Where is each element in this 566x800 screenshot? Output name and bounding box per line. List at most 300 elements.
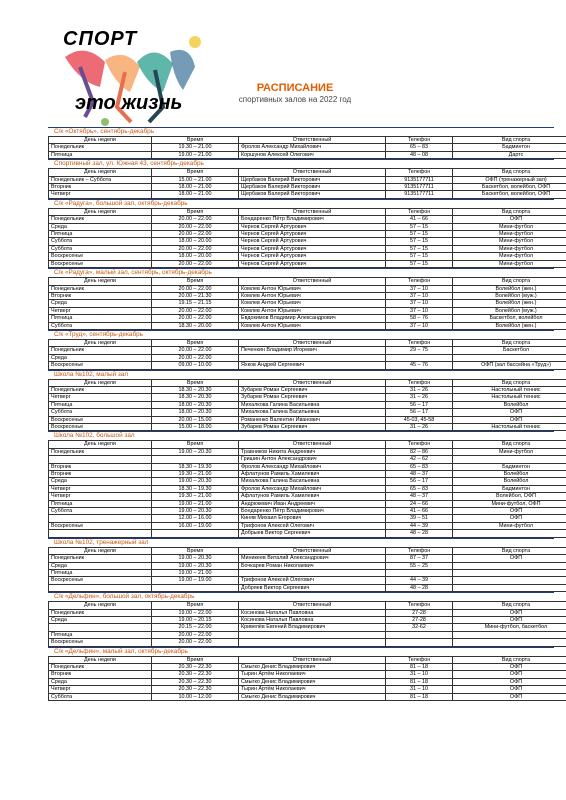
header-row <box>49 208 566 215</box>
cell-sport <box>453 569 566 576</box>
cell-day: Воскресенье <box>49 577 152 584</box>
table-row <box>49 522 566 529</box>
cell-sport: Дартс <box>453 151 566 158</box>
column-header-sport: Вид спорта <box>453 169 566 176</box>
cell-day: Пятница <box>49 401 152 408</box>
cell-time: 15.00 – 21.00 <box>152 176 239 183</box>
cell-time: 20.15 – 22.00 <box>152 624 239 631</box>
cell-responsible: Афлатунов Рамиль Хамилевич <box>239 493 386 500</box>
cell-responsible: Михалкова Галина Васильевна <box>239 401 386 408</box>
column-header-time: Время <box>152 208 239 215</box>
cell-phone <box>386 354 453 361</box>
cell-phone: 56 – 17 <box>386 401 453 408</box>
cell-phone: 41 – 66 <box>386 216 453 223</box>
cell-day: Воскресенье <box>49 362 152 369</box>
cell-phone: 41 – 66 <box>386 508 453 515</box>
cell-responsible: Миникеев Виталий Александрович <box>239 555 386 562</box>
cell-time: 19.00 – 20.30 <box>152 555 239 562</box>
cell-responsible: Тырин Артём Николаевич <box>239 671 386 678</box>
cell-phone: 48 – 08 <box>386 151 453 158</box>
cell-sport: Баскетбол, волейбол <box>453 315 566 322</box>
section-title: Школа №102, большой зал <box>54 432 135 440</box>
cell-sport <box>453 456 566 463</box>
cell-sport: Мини-футбол <box>453 223 566 230</box>
schedule <box>48 127 554 701</box>
cell-time: 18.00 – 20.00 <box>152 253 239 260</box>
schedule-section <box>48 199 554 268</box>
cell-sport: Волейбол <box>453 478 566 485</box>
cell-responsible <box>239 354 386 361</box>
table-row <box>49 663 566 670</box>
column-header-responsible: Ответственный <box>239 208 386 215</box>
cell-responsible <box>239 569 386 576</box>
column-header-phone: Телефон <box>386 208 453 215</box>
cell-phone: 44 – 39 <box>386 522 453 529</box>
section-title: Спортивный зал, ул. Южная 43, сентябрь-декабрь <box>54 160 204 168</box>
cell-time: 19.30 – 21.00 <box>152 493 239 500</box>
cell-time: 20.00 – 22.00 <box>152 315 239 322</box>
cell-day: Воскресенье <box>49 253 152 260</box>
cell-responsible: Михалкова Галина Васильевна <box>239 478 386 485</box>
table-row <box>49 693 566 700</box>
column-header-phone: Телефон <box>386 441 453 448</box>
column-header-responsible: Ответственный <box>239 656 386 663</box>
cell-time: 20.00 – 22.00 <box>152 223 239 230</box>
header-row <box>49 656 566 663</box>
cell-phone: 81 – 18 <box>386 693 453 700</box>
table-row <box>49 463 566 470</box>
cell-time: 19.15 – 21.15 <box>152 300 239 307</box>
cell-responsible: Чернов Сергей Артурович <box>239 223 386 230</box>
cell-time: 20.00 – 22.00 <box>152 245 239 252</box>
cell-responsible: Смыгко Денис Владимирович <box>239 678 386 685</box>
cell-day: Воскресенье <box>49 424 152 431</box>
cell-phone: 57 – 15 <box>386 253 453 260</box>
cell-phone: 37 – 10 <box>386 300 453 307</box>
page-title: РАСПИСАНИЕ <box>256 82 334 94</box>
cell-day: Четверг <box>49 686 152 693</box>
cell-sport: Баскетбол <box>453 347 566 354</box>
column-header-time: Время <box>152 441 239 448</box>
schedule-section <box>48 538 554 592</box>
column-header-phone: Телефон <box>386 602 453 609</box>
cell-day: Суббота <box>49 693 152 700</box>
cell-responsible: Комлев Антон Юрьевич <box>239 322 386 329</box>
column-header-phone: Телефон <box>386 656 453 663</box>
cell-phone: 57 – 15 <box>386 231 453 238</box>
section-title: Школа №102, малый зал <box>54 370 129 378</box>
cell-responsible: Зубарев Роман Сергеевич <box>239 394 386 401</box>
cell-time: 20.00 – 22.00 <box>152 307 239 314</box>
cell-phone <box>386 569 453 576</box>
cell-phone: 37 – 10 <box>386 322 453 329</box>
cell-sport: ОФП <box>453 555 566 562</box>
cell-day: Вторник <box>49 671 152 678</box>
cell-responsible: Зубарев Роман Сергеевич <box>239 386 386 393</box>
cell-responsible: Яхков Андрей Сергеевич <box>239 362 386 369</box>
cell-sport: Мини-футбол <box>453 260 566 267</box>
cell-phone: 44 – 39 <box>386 577 453 584</box>
cell-time: 15.00 – 18.00 <box>152 424 239 431</box>
cell-day: Понедельник <box>49 285 152 292</box>
cell-sport: ОФП <box>453 609 566 616</box>
schedule-table <box>48 656 566 701</box>
cell-responsible: Щербаков Валерий Викторович <box>239 191 386 198</box>
cell-sport: Мини-футбол <box>453 245 566 252</box>
cell-responsible: Гришин Антон Александрович <box>239 456 386 463</box>
cell-phone: 48 – 28 <box>386 530 453 537</box>
page-header <box>210 82 380 104</box>
column-header-responsible: Ответственный <box>239 137 386 144</box>
schedule-table <box>48 440 566 537</box>
table-row <box>49 176 566 183</box>
table-row <box>49 184 566 191</box>
cell-sport: Бадминтон <box>453 144 566 151</box>
cell-responsible: Фролов Александр Михайлович <box>239 485 386 492</box>
table-row <box>49 471 566 478</box>
column-header-time: Время <box>152 169 239 176</box>
cell-sport <box>453 631 566 638</box>
cell-responsible: Афлатунов Рамиль Хамилевич <box>239 471 386 478</box>
cell-responsible: Косинова Наталья Павловна <box>239 616 386 623</box>
column-header-day: День недели <box>49 278 152 285</box>
cell-sport: Волейбол <box>453 401 566 408</box>
cell-sport: ОФП <box>453 616 566 623</box>
column-header-sport: Вид спорта <box>453 379 566 386</box>
cell-time: 20.00 – 22.00 <box>152 639 239 646</box>
cell-responsible: Травников Никита Андреевич <box>239 448 386 455</box>
schedule-table <box>48 168 566 199</box>
cell-time: 19.00 – 21.00 <box>152 569 239 576</box>
cell-responsible <box>239 631 386 638</box>
column-header-responsible: Ответственный <box>239 441 386 448</box>
cell-phone: 9135177711 <box>386 176 453 183</box>
table-row <box>49 223 566 230</box>
cell-time: 19.00 – 22.00 <box>152 609 239 616</box>
cell-phone: 82 – 86 <box>386 448 453 455</box>
table-row <box>49 362 566 369</box>
table-row <box>49 530 566 537</box>
section-title: Школа №102, тренажерный зал <box>54 538 149 546</box>
cell-responsible: Комлев Антон Юрьевич <box>239 307 386 314</box>
table-row <box>49 485 566 492</box>
cell-day: Пятница <box>49 231 152 238</box>
header-row <box>49 169 566 176</box>
cell-day: Пятница <box>49 151 152 158</box>
cell-time: 19.30 – 21.00 <box>152 471 239 478</box>
table-row <box>49 260 566 267</box>
cell-day: Среда <box>49 223 152 230</box>
cell-day <box>49 624 152 631</box>
cell-phone: 31 – 26 <box>386 386 453 393</box>
cell-responsible: Трифонов Алексей Олегович <box>239 577 386 584</box>
column-header-responsible: Ответственный <box>239 379 386 386</box>
cell-phone: 57 – 15 <box>386 245 453 252</box>
cell-sport: ОФП <box>453 671 566 678</box>
cell-sport: Волейбол, ОФП <box>453 493 566 500</box>
cell-phone: 57 – 15 <box>386 260 453 267</box>
cell-time: 12.00 – 16.00 <box>152 515 239 522</box>
cell-sport: ОФП <box>453 663 566 670</box>
cell-phone: 24 – 66 <box>386 500 453 507</box>
table-row <box>49 569 566 576</box>
cell-phone: 27-28 <box>386 609 453 616</box>
column-header-day: День недели <box>49 441 152 448</box>
cell-day <box>49 584 152 591</box>
cell-time: 20.00 – 22.00 <box>152 285 239 292</box>
cell-day <box>49 530 152 537</box>
table-row <box>49 577 566 584</box>
cell-phone: 65 – 83 <box>386 463 453 470</box>
cell-responsible: Евдокимов Владимир Александрович <box>239 315 386 322</box>
header-row <box>49 602 566 609</box>
cell-sport: Баскетбол, волейбол, ОФП <box>453 191 566 198</box>
cell-responsible: Комлев Антон Юрьевич <box>239 285 386 292</box>
cell-time: 20.00 – 22.00 <box>152 231 239 238</box>
header-row <box>49 547 566 554</box>
schedule-section <box>48 330 554 370</box>
cell-phone: 65 – 83 <box>386 485 453 492</box>
table-row <box>49 300 566 307</box>
cell-day: Вторник <box>49 463 152 470</box>
table-row <box>49 616 566 623</box>
table-row <box>49 354 566 361</box>
column-header-phone: Телефон <box>386 379 453 386</box>
column-header-responsible: Ответственный <box>239 602 386 609</box>
cell-sport: Волейбол (жен.) <box>453 322 566 329</box>
schedule-table <box>48 136 566 159</box>
cell-phone: 56 – 17 <box>386 409 453 416</box>
cell-responsible: Михалкова Галина Васильевна <box>239 409 386 416</box>
column-header-time: Время <box>152 339 239 346</box>
cell-day: Пятница <box>49 569 152 576</box>
cell-phone: 42 – 62 <box>386 456 453 463</box>
table-row <box>49 386 566 393</box>
table-row <box>49 508 566 515</box>
table-row <box>49 671 566 678</box>
column-header-sport: Вид спорта <box>453 278 566 285</box>
cell-time: 18.30 – 19.30 <box>152 485 239 492</box>
column-header-sport: Вид спорта <box>453 137 566 144</box>
schedule-section <box>48 127 554 159</box>
cell-time: 18.30 – 20.30 <box>152 386 239 393</box>
cell-responsible: Косинова Наталья Павловна <box>239 609 386 616</box>
cell-time: 19.00 – 20.15 <box>152 616 239 623</box>
cell-time: 18.30 – 20.30 <box>152 394 239 401</box>
cell-sport <box>453 562 566 569</box>
cell-time: 20.00 – 22.00 <box>152 260 239 267</box>
cell-day: Суббота <box>49 322 152 329</box>
header-row <box>49 339 566 346</box>
cell-sport: ОФП <box>453 678 566 685</box>
column-header-day: День недели <box>49 137 152 144</box>
cell-phone: 31 – 10 <box>386 671 453 678</box>
cell-phone: 31 – 26 <box>386 424 453 431</box>
cell-time: 16.00 – 19.00 <box>152 522 239 529</box>
cell-day: Среда <box>49 478 152 485</box>
cell-day: Среда <box>49 562 152 569</box>
cell-time: 18.00 – 20.00 <box>152 238 239 245</box>
cell-sport: Мини-футбол, ОФП <box>453 500 566 507</box>
cell-time: 20.00 – 21.30 <box>152 292 239 299</box>
cell-time: 20.30 – 22.30 <box>152 686 239 693</box>
cell-time: 18.30 – 19.30 <box>152 463 239 470</box>
table-row <box>49 245 566 252</box>
header-row <box>49 441 566 448</box>
cell-responsible: Фролов Александр Михайлович <box>239 463 386 470</box>
schedule-table <box>48 339 566 370</box>
section-title: С/к «Труд», сентябрь-декабрь <box>54 330 144 338</box>
cell-phone: 45 – 76 <box>386 362 453 369</box>
cell-responsible: Щербаков Валерий Викторович <box>239 184 386 191</box>
cell-phone: 48 – 28 <box>386 584 453 591</box>
cell-time: 20.30 – 22.30 <box>152 671 239 678</box>
table-row <box>49 562 566 569</box>
cell-day: Понедельник <box>49 663 152 670</box>
cell-sport: ОФП <box>453 515 566 522</box>
cell-phone: 39 – 51 <box>386 515 453 522</box>
header-row <box>49 278 566 285</box>
table-row <box>49 478 566 485</box>
cell-responsible: Комлев Антон Юрьевич <box>239 292 386 299</box>
cell-sport: Волейбол (жен.) <box>453 300 566 307</box>
cell-time: 18.00 – 21.00 <box>152 184 239 191</box>
column-header-day: День недели <box>49 379 152 386</box>
cell-sport: Настольный теннис <box>453 394 566 401</box>
section-title: С/к «Радуга», малый зал, сентябрь, октябрь-декабрь <box>54 269 212 277</box>
table-row <box>49 424 566 431</box>
cell-sport: ОФП (тренажерный зал) <box>453 176 566 183</box>
table-row <box>49 456 566 463</box>
cell-responsible: Романенко Валентин Иванович <box>239 416 386 423</box>
table-row <box>49 151 566 158</box>
cell-sport: Волейбол (муж.) <box>453 307 566 314</box>
table-row <box>49 216 566 223</box>
cell-day: Суббота <box>49 245 152 252</box>
column-header-day: День недели <box>49 602 152 609</box>
column-header-day: День недели <box>49 547 152 554</box>
sport-logo <box>45 22 205 132</box>
cell-phone: 9135177711 <box>386 184 453 191</box>
schedule-section <box>48 370 554 432</box>
column-header-time: Время <box>152 379 239 386</box>
cell-time: 19.00 – 21.00 <box>152 151 239 158</box>
cell-time: 20.30 – 22.30 <box>152 663 239 670</box>
column-header-phone: Телефон <box>386 339 453 346</box>
cell-day: Воскресенье <box>49 639 152 646</box>
cell-phone <box>386 639 453 646</box>
cell-phone: 87 – 37 <box>386 555 453 562</box>
table-row <box>49 500 566 507</box>
column-header-time: Время <box>152 137 239 144</box>
schedule-table <box>48 208 566 268</box>
cell-day: Воскресенье <box>49 416 152 423</box>
cell-sport: Бадминтон <box>453 463 566 470</box>
cell-sport: Бадминтон <box>453 485 566 492</box>
cell-sport: Настольный теннис <box>453 386 566 393</box>
table-row <box>49 678 566 685</box>
cell-responsible: Чернов Сергей Артурович <box>239 245 386 252</box>
table-row <box>49 493 566 500</box>
cell-sport: ОФП <box>453 416 566 423</box>
cell-responsible: Кривелёв Евгений Владимирович <box>239 624 386 631</box>
cell-day: Вторник <box>49 184 152 191</box>
cell-responsible: Коршунов Алексей Олегович <box>239 151 386 158</box>
cell-time: 09.00 – 10.00 <box>152 362 239 369</box>
table-row <box>49 515 566 522</box>
cell-phone: 29 – 75 <box>386 347 453 354</box>
schedule-section <box>48 431 554 537</box>
cell-time: 20.00 – 22.00 <box>152 354 239 361</box>
cell-day: Воскресенье <box>49 522 152 529</box>
cell-responsible: Киняв Михаил Егорович <box>239 515 386 522</box>
table-row <box>49 394 566 401</box>
cell-time: 18.30 – 20.00 <box>152 322 239 329</box>
column-header-sport: Вид спорта <box>453 208 566 215</box>
cell-sport: Баскетбол, волейбол, ОФП <box>453 184 566 191</box>
cell-responsible: Смыгко Денис Владимирович <box>239 663 386 670</box>
cell-sport <box>453 639 566 646</box>
table-row <box>49 315 566 322</box>
column-header-responsible: Ответственный <box>239 339 386 346</box>
cell-time: 20.00 – 22.00 <box>152 631 239 638</box>
cell-day <box>49 515 152 522</box>
table-row <box>49 401 566 408</box>
cell-day: Понедельник <box>49 609 152 616</box>
column-header-sport: Вид спорта <box>453 441 566 448</box>
cell-time: 19.00 – 20.30 <box>152 448 239 455</box>
cell-responsible: Чернов Сергей Артурович <box>239 231 386 238</box>
cell-responsible: Зубарев Роман Сергеевич <box>239 424 386 431</box>
section-title: С/к «Дельфин», большой зал, октябрь-декабрь <box>54 593 195 601</box>
column-header-responsible: Ответственный <box>239 278 386 285</box>
cell-responsible: Чернов Сергей Артурович <box>239 260 386 267</box>
column-header-phone: Телефон <box>386 169 453 176</box>
column-header-day: День недели <box>49 208 152 215</box>
header-row <box>49 379 566 386</box>
cell-day: Среда <box>49 300 152 307</box>
table-row <box>49 584 566 591</box>
cell-day: Среда <box>49 616 152 623</box>
cell-day: Понедельник <box>49 144 152 151</box>
cell-day: Понедельник <box>49 347 152 354</box>
column-header-time: Время <box>152 656 239 663</box>
cell-sport: ОФП <box>453 216 566 223</box>
cell-time: 19.30 – 21.00 <box>152 144 239 151</box>
cell-phone: 81 – 18 <box>386 678 453 685</box>
cell-sport <box>453 530 566 537</box>
table-row <box>49 416 566 423</box>
cell-time: 20.00 – 22.00 <box>152 347 239 354</box>
column-header-day: День недели <box>49 339 152 346</box>
section-title: С/к «Октябрь», сентябрь-декабрь <box>54 128 155 135</box>
cell-phone <box>386 631 453 638</box>
cell-responsible: Бондаренко Пётр Владимирович <box>239 508 386 515</box>
cell-time: 18.00 – 20.30 <box>152 401 239 408</box>
cell-day: Среда <box>49 678 152 685</box>
cell-time: 18.00 – 21.00 <box>152 191 239 198</box>
cell-phone: 56 – 17 <box>386 478 453 485</box>
cell-phone: 9135177711 <box>386 191 453 198</box>
logo-line-1: СПОРТ <box>63 28 138 50</box>
table-row <box>49 609 566 616</box>
cell-day: Суббота <box>49 508 152 515</box>
cell-time <box>152 456 239 463</box>
column-header-day: День недели <box>49 169 152 176</box>
cell-time: 20.00 – 22.00 <box>152 216 239 223</box>
cell-sport: ОФП (зал бассейна «Труд») <box>453 362 566 369</box>
table-row <box>49 631 566 638</box>
